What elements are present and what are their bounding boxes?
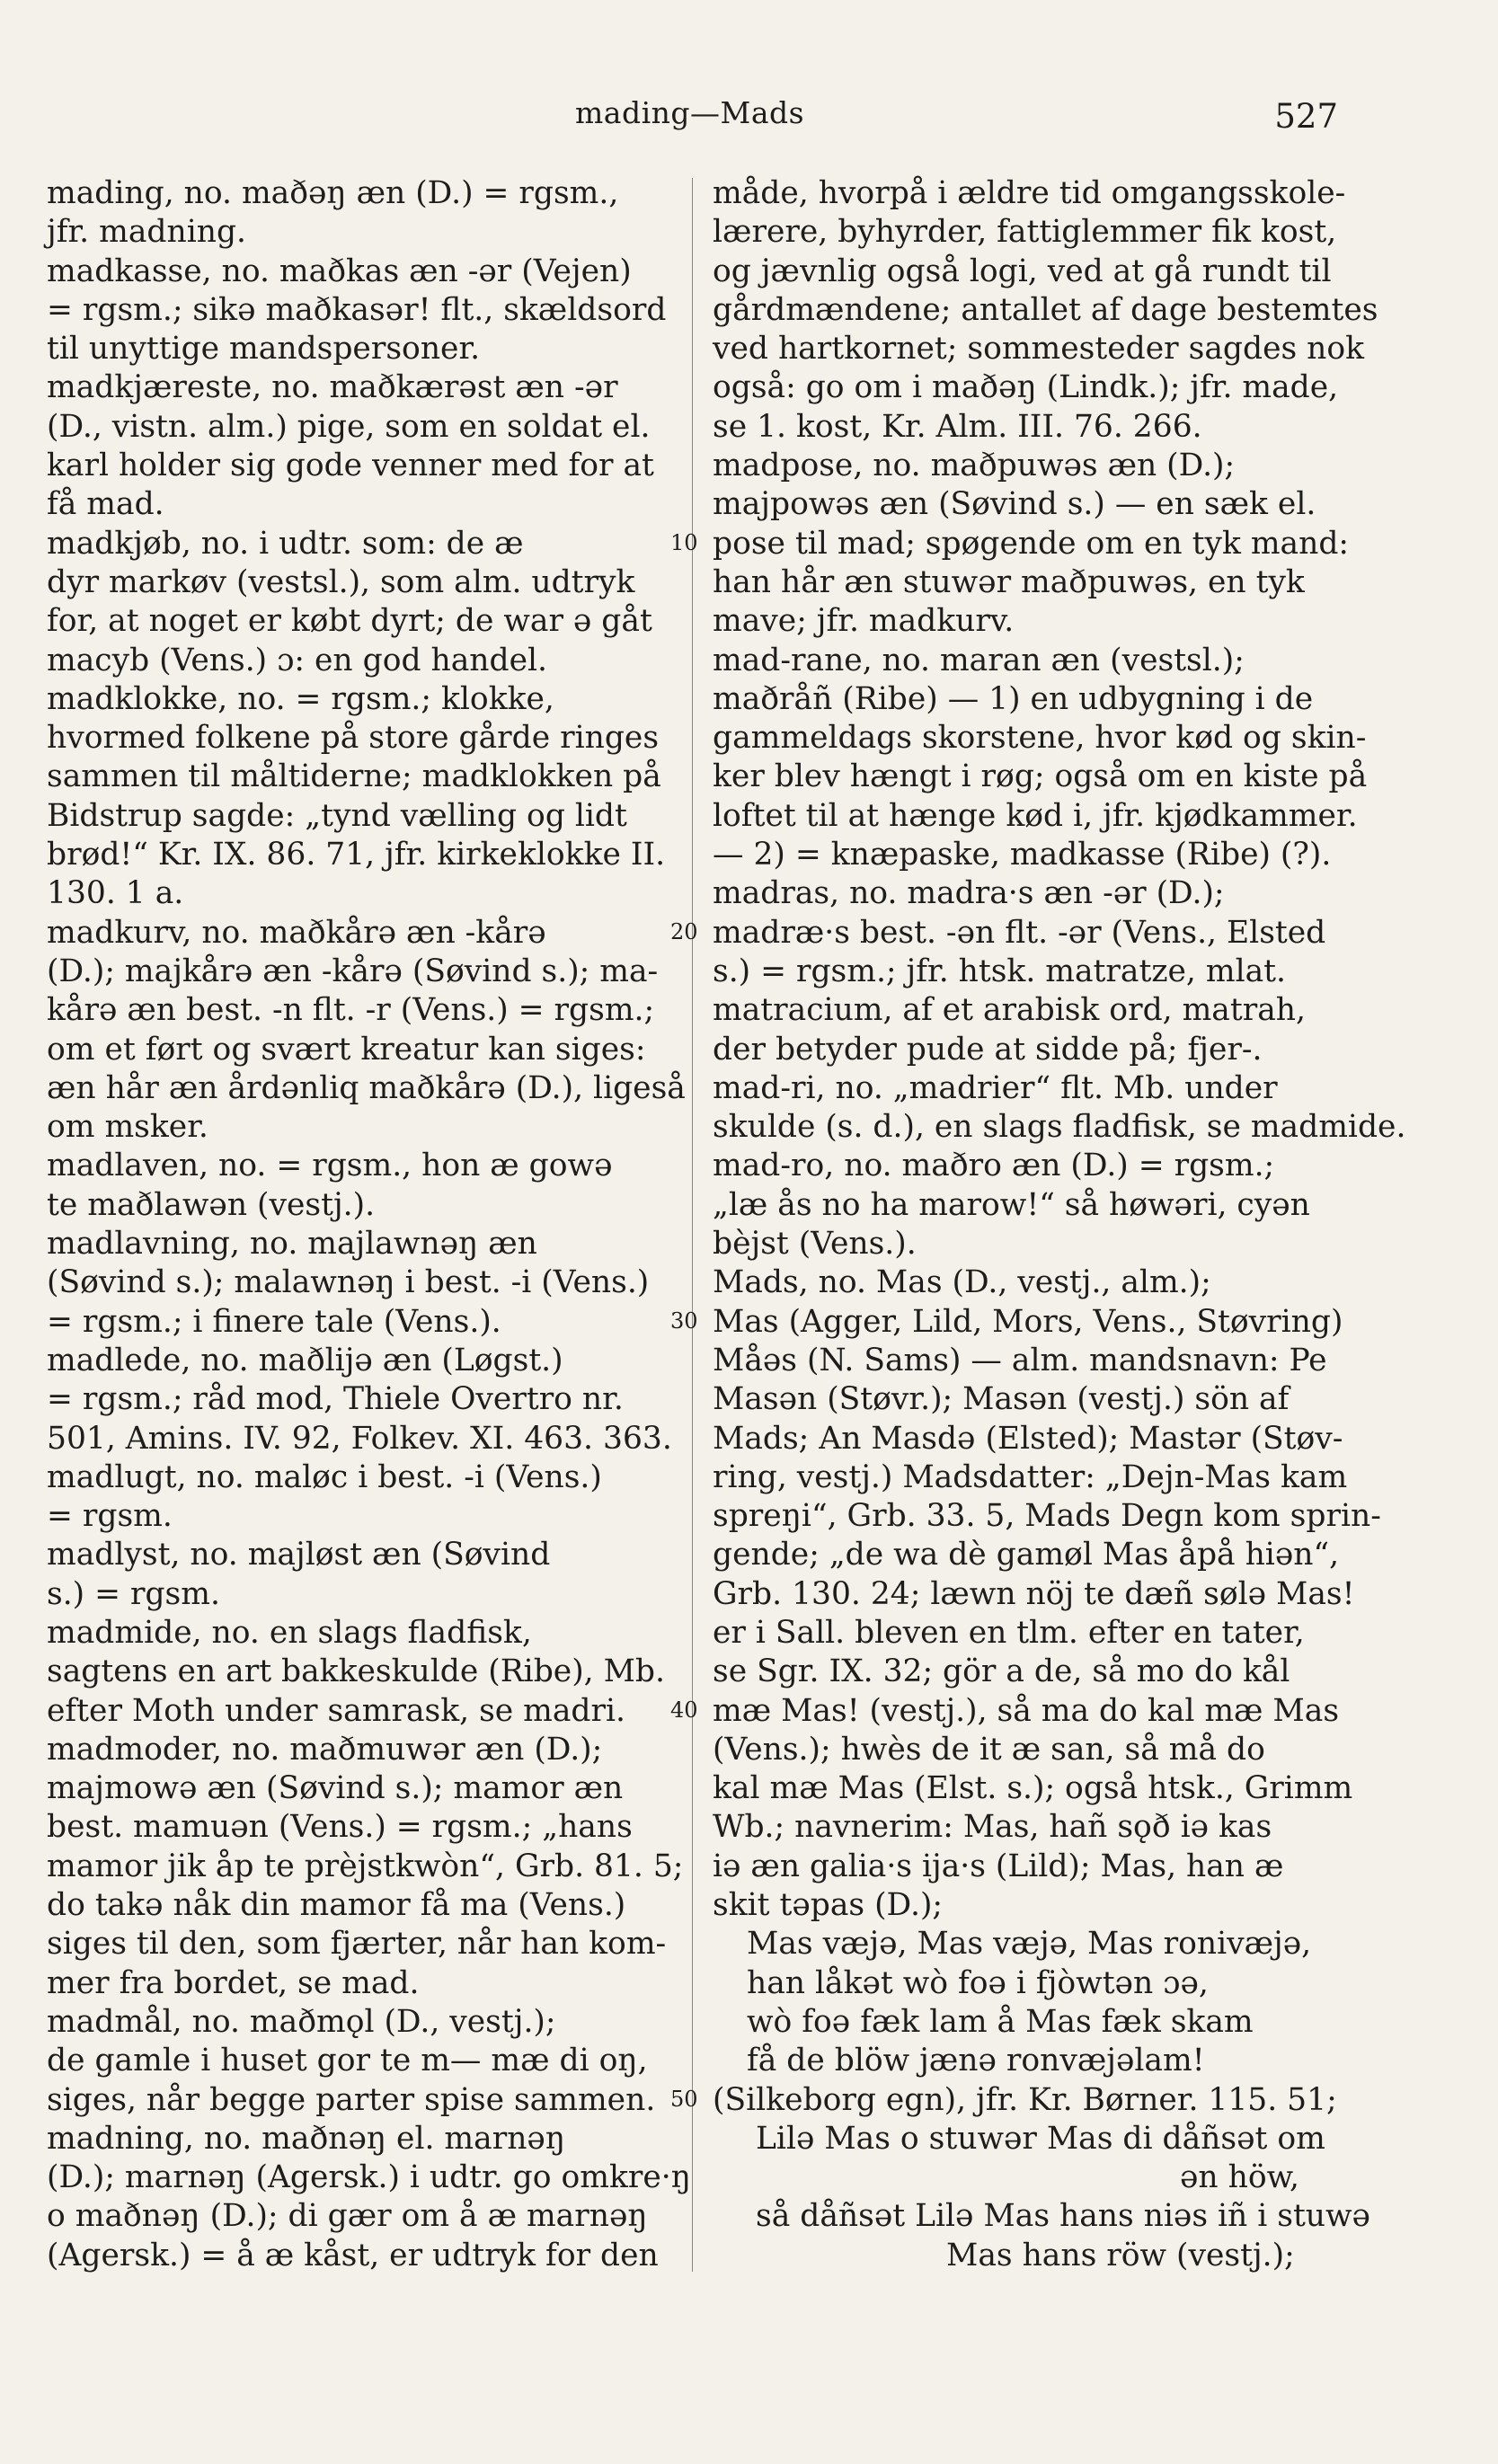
- text-line: maðråñ (Ribe) — 1) en udbygning i de: [713, 680, 1314, 717]
- text-line: æn hår æn årdənliq maðkårə (D.), ligeså: [47, 1069, 686, 1106]
- text-line: „læ ås no ha marow!“ så høwəri, cyən: [713, 1186, 1310, 1223]
- text-line: s.) = rgsm.: [47, 1575, 220, 1612]
- text-line: (D.); majkårə æn -kårə (Søvind s.); ma-: [47, 953, 659, 989]
- text-line: se Sgr. IX. 32; gör a de, så mo do kål: [713, 1653, 1290, 1690]
- text-line: efter Moth under samrask, se madri.: [47, 1692, 626, 1729]
- text-line: om et ført og svært kreatur kan siges:: [47, 1031, 646, 1068]
- text-line: også: go om i maðəŋ (Lindk.); jfr. made,: [713, 369, 1339, 406]
- text-line: loftet til at hænge kød i, jfr. kjødkammer.: [713, 797, 1358, 834]
- text-line: Masən (Støvr.); Masən (vestj.) sön af: [713, 1381, 1290, 1418]
- text-line: sammen til måltiderne; madklokken på: [47, 758, 661, 795]
- line-number: 40: [670, 1697, 698, 1723]
- text-line: ring, vestj.) Madsdatter: „Dejn-Mas kam: [713, 1458, 1348, 1495]
- text-line: og jævnlig også logi, ved at gå rundt til: [713, 253, 1332, 289]
- text-line: madkjøb, no. i udtr. som: de æ: [47, 525, 524, 562]
- text-line: få mad.: [47, 486, 164, 523]
- text-line: madlavning, no. majlawnəŋ æn: [47, 1226, 537, 1263]
- text-line: få de blöw jænə ronvæjəlam!: [747, 2043, 1205, 2079]
- text-line: mamor jik åp te prèjstkwòn“, Grb. 81. 5;: [47, 1848, 684, 1884]
- text-line: madlugt, no. maløc i best. -i (Vens.): [47, 1458, 602, 1495]
- text-line: pose til mad; spøgende om en tyk mand:: [713, 525, 1350, 562]
- text-line: madning, no. maðnəŋ el. marnəŋ: [47, 2120, 566, 2157]
- text-line: madræ·s best. -ən flt. -ər (Vens., Elsted: [713, 914, 1326, 951]
- text-line: = rgsm.; i finere tale (Vens.).: [47, 1303, 501, 1340]
- text-line: ker blev hængt i røg; også om en kiste på: [713, 758, 1368, 795]
- text-line: mad-ro, no. maðro æn (D.) = rgsm.;: [713, 1148, 1275, 1184]
- text-line: Mads, no. Mas (D., vestj., alm.);: [713, 1264, 1211, 1301]
- text-line: madpose, no. maðpuwəs æn (D.);: [713, 448, 1236, 484]
- text-line: mad-rane, no. maran æn (vestsl.);: [713, 642, 1245, 678]
- text-line: han hår æn stuwər maðpuwəs, en tyk: [713, 563, 1305, 600]
- text-line: te maðlawən (vestj.).: [47, 1186, 376, 1223]
- text-line: matracium, af et arabisk ord, matrah,: [713, 992, 1306, 1029]
- text-line: gende; „de wa dè gamøl Mas åpå hiən“,: [713, 1537, 1340, 1573]
- text-line: majmowə æn (Søvind s.); mamor æn: [47, 1770, 624, 1807]
- text-line: madlede, no. maðlijə æn (Løgst.): [47, 1342, 563, 1378]
- text-line: madklokke, no. = rgsm.; klokke,: [47, 680, 554, 717]
- text-line: (D.); marnəŋ (Agersk.) i udtr. go omkre·ŋ: [47, 2159, 691, 2196]
- text-line: mæ Mas! (vestj.), så ma do kal mæ Mas: [713, 1692, 1340, 1729]
- text-line: se 1. kost, Kr. Alm. III. 76. 266.: [713, 408, 1202, 445]
- text-line: wò foə fæk lam å Mas fæk skam: [747, 2003, 1254, 2040]
- text-line: (Silkeborg egn), jfr. Kr. Børner. 115. 51;: [713, 2081, 1337, 2118]
- text-line: siges, når begge parter spise sammen.: [47, 2081, 656, 2118]
- text-line: mave; jfr. madkurv.: [713, 603, 1015, 640]
- text-line: Mas hans röw (vestj.);: [946, 2237, 1295, 2273]
- text-line: kal mæ Mas (Elst. s.); også htsk., Grimm: [713, 1770, 1353, 1807]
- line-number: 30: [670, 1308, 698, 1334]
- text-line: madmål, no. maðmǫl (D., vestj.);: [47, 2003, 556, 2040]
- text-line: gammeldags skorstene, hvor kød og skin-: [713, 720, 1367, 757]
- text-line: (Søvind s.); malawnəŋ i best. -i (Vens.): [47, 1264, 650, 1301]
- running-head: mading—Mads: [575, 95, 805, 130]
- column-divider: [692, 178, 693, 2272]
- text-line: = rgsm.; råd mod, Thiele Overtro nr.: [47, 1381, 624, 1418]
- text-line: spreŋi“, Grb. 33. 5, Mads Degn kom sprin-: [713, 1498, 1381, 1535]
- text-line: — 2) = knæpaske, madkasse (Ribe) (?).: [713, 837, 1332, 873]
- page-number: 527: [1274, 97, 1338, 136]
- text-line: 130. 1 a.: [47, 875, 184, 912]
- text-line: madkasse, no. maðkas æn -ər (Vejen): [47, 253, 632, 289]
- text-line: bèjst (Vens.).: [713, 1226, 917, 1263]
- text-line: macyb (Vens.) ɔ: en god handel.: [47, 642, 548, 678]
- text-line: madkjæreste, no. maðkærəst æn -ər: [47, 369, 618, 406]
- text-line: Mas væjə, Mas væjə, Mas ronivæjə,: [747, 1926, 1312, 1963]
- text-line: = rgsm.: [47, 1498, 173, 1535]
- text-line: er i Sall. bleven en tlm. efter en tater,: [713, 1614, 1305, 1651]
- text-line: skit təpas (D.);: [713, 1887, 944, 1924]
- text-line: siges til den, som fjærter, når han kom-: [47, 1926, 667, 1963]
- text-line: best. mamuən (Vens.) = rgsm.; „hans: [47, 1809, 633, 1846]
- right-column: [713, 174, 1406, 2275]
- text-line: kårə æn best. -n flt. -r (Vens.) = rgsm.;: [47, 992, 655, 1029]
- text-line: madmoder, no. maðmuwər æn (D.);: [47, 1731, 603, 1768]
- text-line: madlyst, no. majløst æn (Søvind: [47, 1537, 551, 1573]
- text-line: madkurv, no. maðkårə æn -kårə: [47, 914, 546, 951]
- text-line: madlaven, no. = rgsm., hon æ gowə: [47, 1148, 613, 1184]
- text-line: gårdmændene; antallet af dage bestemtes: [713, 291, 1378, 328]
- text-line: dyr markøv (vestsl.), som alm. udtryk: [47, 563, 635, 600]
- text-line: Mads; An Masdə (Elsted); Mastər (Støv-: [713, 1420, 1343, 1457]
- text-line: ən höw,: [1180, 2159, 1299, 2196]
- text-line: madmide, no. en slags fladfisk,: [47, 1614, 532, 1651]
- line-number: 10: [670, 530, 698, 555]
- text-line: mer fra bordet, se mad.: [47, 1964, 420, 2001]
- text-line: så dåñsət Lilə Mas hans niəs iñ i stuwə: [756, 2198, 1370, 2235]
- text-line: s.) = rgsm.; jfr. htsk. matratze, mlat.: [713, 953, 1286, 989]
- text-line: hvormed folkene på store gårde ringes: [47, 720, 660, 757]
- text-line: for, at noget er købt dyrt; de war ə gåt: [47, 603, 652, 640]
- text-line: mading, no. maðəŋ æn (D.) = rgsm.,: [47, 175, 619, 211]
- text-line: brød!“ Kr. IX. 86. 71, jfr. kirkeklokke II.: [47, 837, 666, 873]
- text-line: sagtens en art bakkeskulde (Ribe), Mb.: [47, 1653, 665, 1690]
- text-line: madras, no. madra·s æn -ər (D.);: [713, 875, 1225, 912]
- page-header: [0, 90, 1498, 144]
- text-line: der betyder pude at sidde på; fjer-.: [713, 1031, 1263, 1068]
- text-line: Wb.; navnerim: Mas, hañ sǫð iə kas: [713, 1809, 1272, 1846]
- text-line: Lilə Mas o stuwər Mas di dåñsət om: [756, 2120, 1325, 2157]
- text-line: Måəs (N. Sams) — alm. mandsnavn: Pe: [713, 1342, 1327, 1378]
- text-line: (D., vistn. alm.) pige, som en soldat el.: [47, 408, 651, 445]
- text-line: o maðnəŋ (D.); di gær om å æ marnəŋ: [47, 2198, 648, 2235]
- text-line: jfr. madning.: [47, 214, 246, 251]
- text-line: (Agersk.) = å æ kåst, er udtryk for den: [47, 2237, 659, 2273]
- text-line: til unyttige mandspersoner.: [47, 331, 481, 368]
- text-line: iə æn galia·s ija·s (Lild); Mas, han æ: [713, 1848, 1284, 1884]
- line-number: 20: [670, 919, 698, 944]
- text-line: Mas (Agger, Lild, Mors, Vens., Støvring): [713, 1303, 1343, 1340]
- text-line: de gamle i huset gor te m— mæ di oŋ,: [47, 2043, 648, 2079]
- text-line: do takə nåk din mamor få ma (Vens.): [47, 1887, 626, 1924]
- text-line: majpowəs æn (Søvind s.) — en sæk el.: [713, 486, 1316, 523]
- text-line: Bidstrup sagde: „tynd vælling og lidt: [47, 797, 627, 834]
- text-line: ved hartkornet; sommesteder sagdes nok: [713, 331, 1365, 368]
- text-line: om msker.: [47, 1109, 208, 1146]
- text-line: karl holder sig gode venner med for at: [47, 448, 654, 484]
- text-line: lærere, byhyrder, fattiglemmer fik kost,: [713, 214, 1337, 251]
- text-line: mad-ri, no. „madrier“ flt. Mb. under: [713, 1069, 1278, 1106]
- text-line: = rgsm.; sikə maðkasər! flt., skældsord: [47, 291, 667, 328]
- line-number: 50: [670, 2087, 698, 2112]
- text-line: skulde (s. d.), en slags fladfisk, se madmide.: [713, 1109, 1406, 1146]
- text-line: (Vens.); hwès de it æ san, så må do: [713, 1731, 1265, 1768]
- text-line: Grb. 130. 24; læwn nöj te dæñ sølə Mas!: [713, 1575, 1355, 1612]
- text-line: 501, Amins. IV. 92, Folkev. XI. 463. 363.: [47, 1420, 672, 1457]
- text-line: han låkət wò foə i fjòwtən ɔə,: [747, 1964, 1209, 2001]
- text-line: måde, hvorpå i ældre tid omgangsskole-: [713, 175, 1346, 211]
